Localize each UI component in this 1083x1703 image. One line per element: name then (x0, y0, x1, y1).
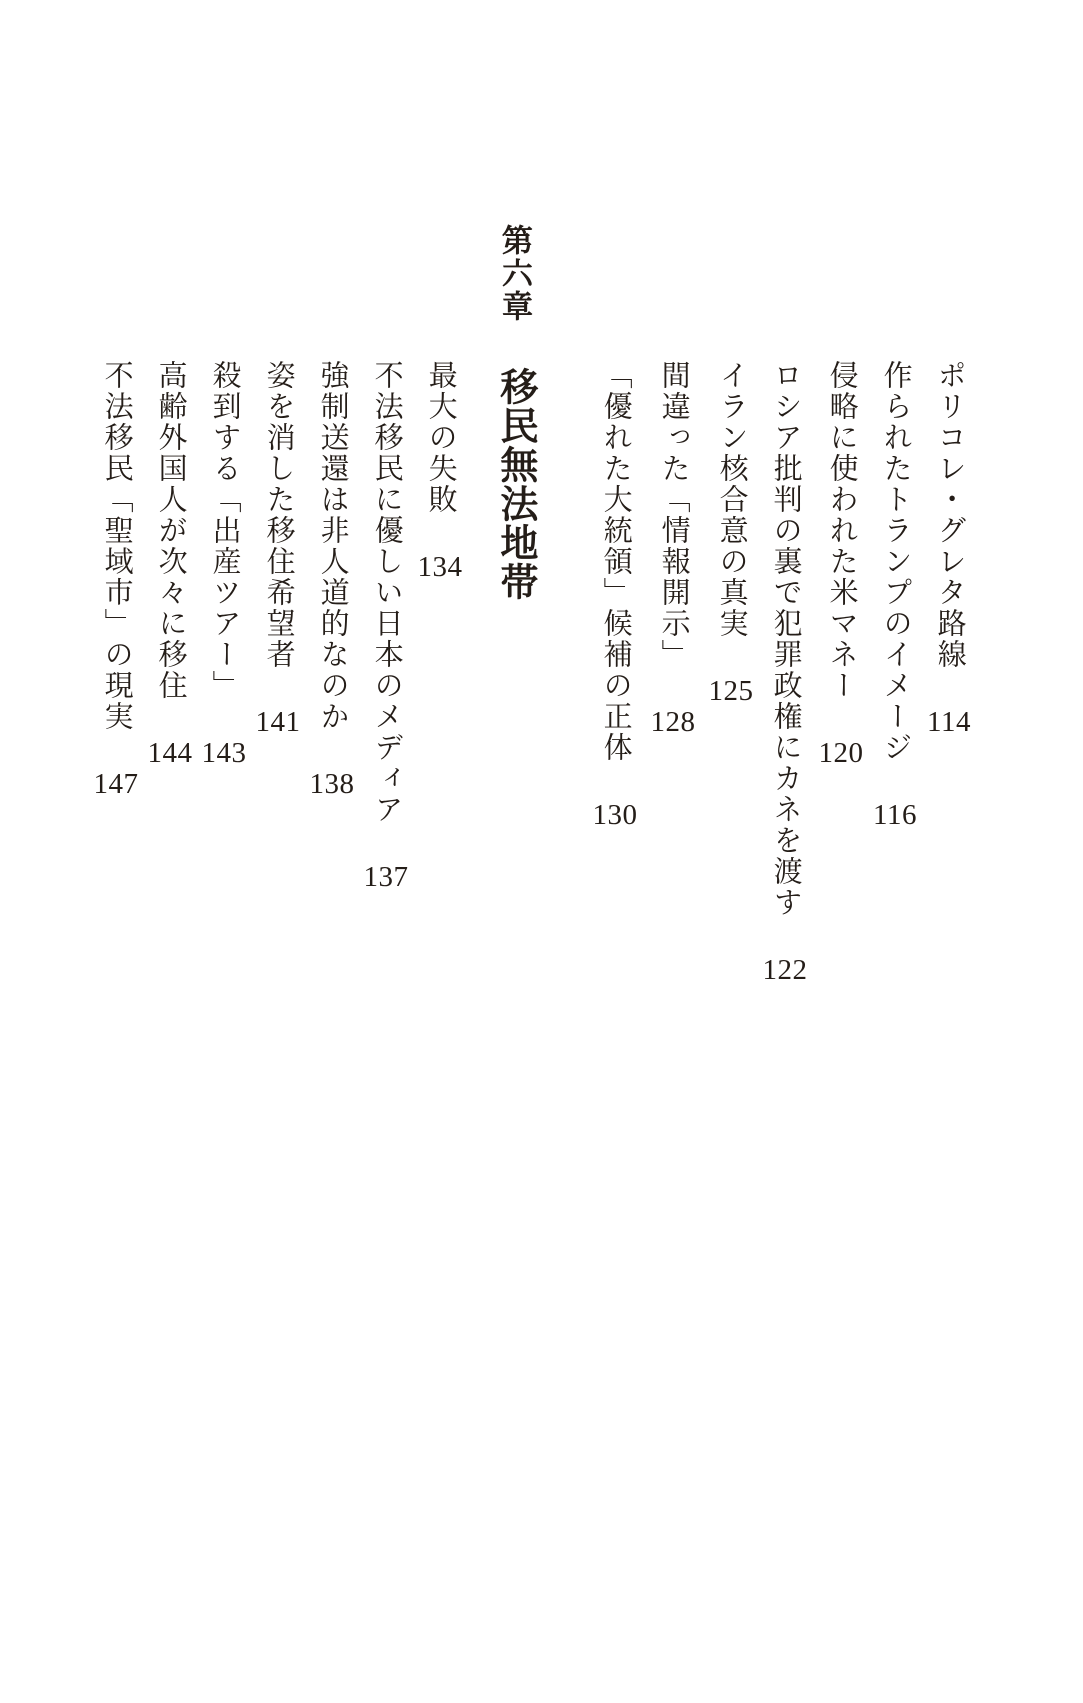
toc-entry-title: 作られたトランプのイメージ (879, 360, 912, 763)
toc-entry-page-number: 125 (708, 675, 754, 707)
toc-entry-page-number: 128 (650, 706, 696, 738)
chapter-number: 第六章 (497, 224, 533, 323)
toc-entry-title: イラン核合意の真実 (715, 360, 748, 639)
toc-entry-page-number: 141 (255, 706, 301, 738)
toc-entry-title: 間違った「情報開示」 (657, 360, 690, 670)
toc-entry (90, 360, 142, 799)
toc-entry-title: 姿を消した移住希望者 (262, 360, 295, 670)
toc-entry-title: 殺到する「出産ツアー」 (208, 360, 241, 701)
toc-entry (252, 360, 304, 737)
toc-entry-title: 強制送還は非人道的なのか (316, 360, 349, 732)
toc-entry-page-number: 130 (592, 799, 638, 831)
toc-entry (306, 360, 358, 799)
toc-entry-title: ロシア批判の裏で犯罪政権にカネを渡す (769, 360, 802, 918)
toc-entry (705, 360, 757, 706)
toc-entry-page-number: 147 (93, 768, 139, 800)
toc-entry (815, 360, 867, 768)
toc-entry-page-number: 143 (201, 737, 247, 769)
toc-entry-page-number: 144 (147, 737, 193, 769)
toc-entry (414, 360, 466, 582)
toc-entry-title: 最大の失敗 (424, 360, 457, 515)
toc-entry-title: 不法移民に優しい日本のメディア (370, 360, 403, 825)
chapter-title: 移民無法地帯 (493, 367, 536, 601)
toc-entry-page-number: 120 (818, 737, 864, 769)
toc-entry (869, 360, 921, 830)
toc-entry (144, 360, 196, 768)
toc-entry-page-number: 114 (927, 706, 971, 738)
toc-entry-title: 高齢外国人が次々に移住 (154, 360, 187, 701)
toc-entry-page-number: 122 (762, 954, 808, 986)
toc-entry (360, 360, 412, 892)
toc-entry-page-number: 116 (873, 799, 917, 831)
toc-entry (647, 360, 699, 737)
toc-entry (198, 360, 250, 768)
toc-entry-title: 侵略に使われた米マネー (825, 360, 858, 701)
toc-entry-page-number: 138 (309, 768, 355, 800)
toc-entry-page-number: 134 (417, 551, 463, 583)
toc-entry-title: ポリコレ・グレタ路線 (933, 360, 966, 670)
toc-entry-title: 「優れた大統領」候補の正体 (599, 360, 632, 763)
toc-entry (759, 360, 811, 985)
toc-entry (589, 360, 641, 830)
toc-entry (923, 360, 975, 737)
toc-entry-page-number: 137 (363, 861, 409, 893)
chapter-heading (485, 224, 543, 601)
toc-entry-title: 不法移民「聖域市」の現実 (100, 360, 133, 732)
